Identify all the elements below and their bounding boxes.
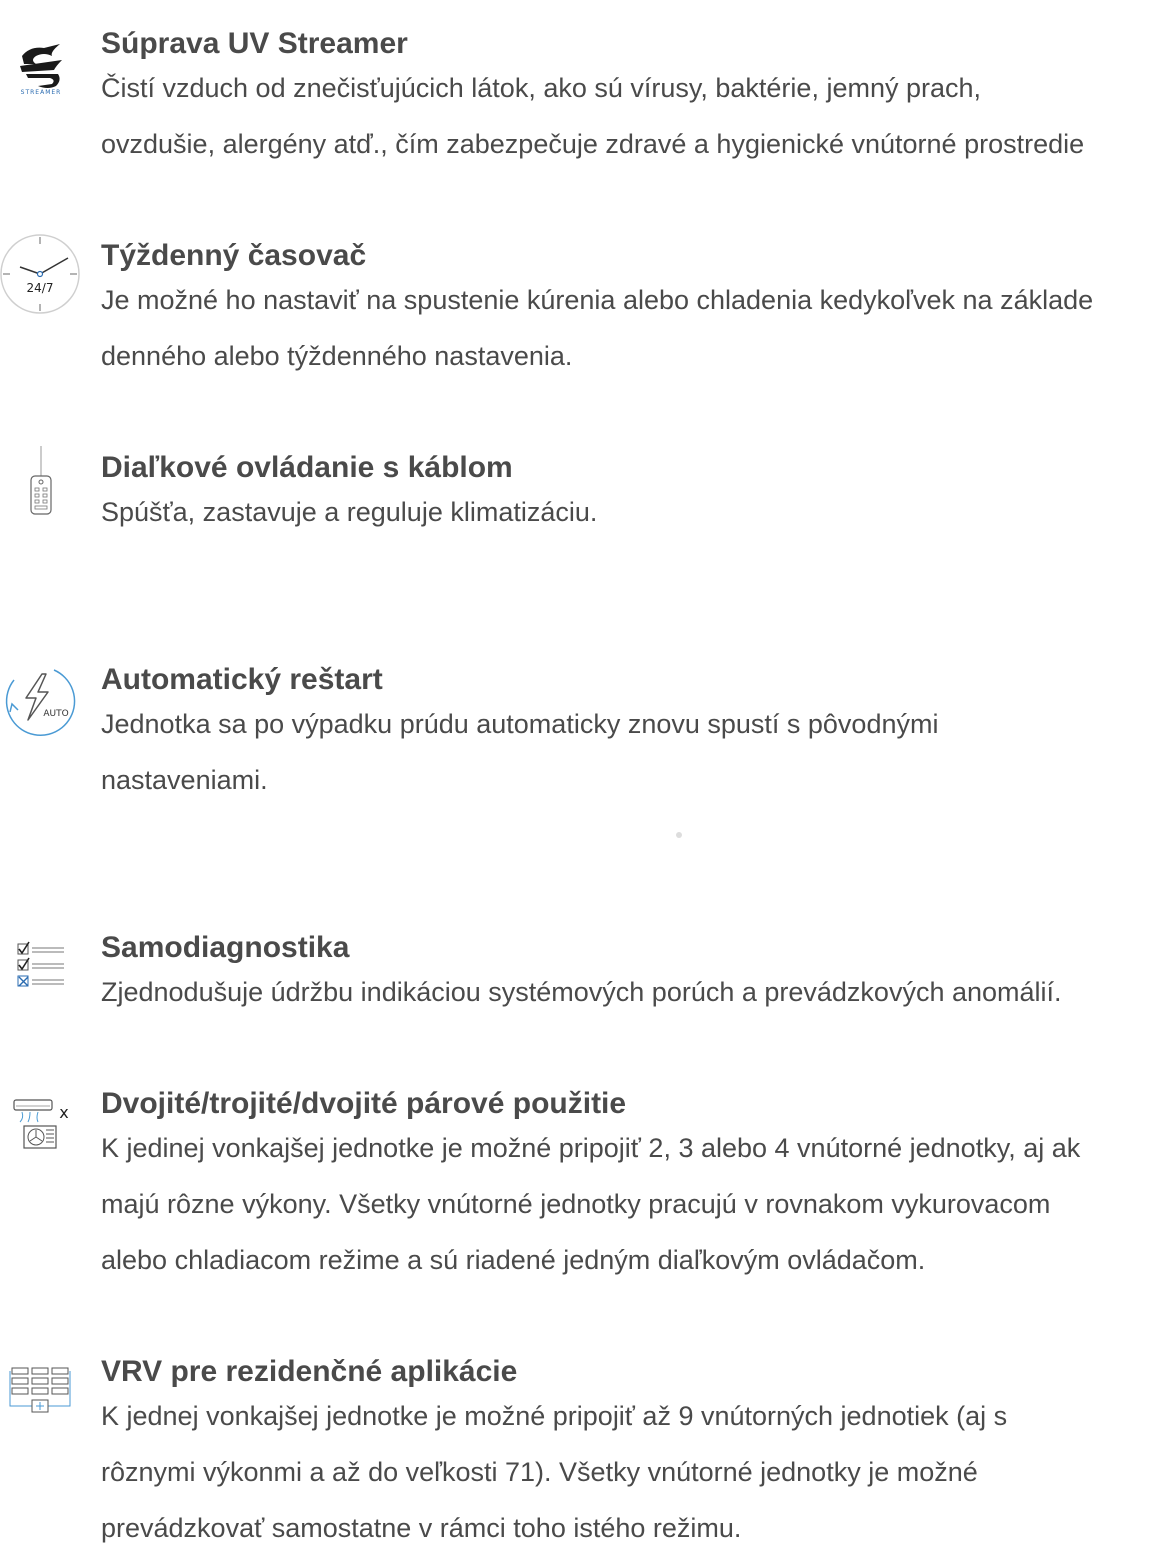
description-line: Zjednodušuje údržbu indikáciou systémových porúch a prevádzkových anomálií. (101, 977, 1062, 1007)
description-line: denného alebo týždenného nastavenia. (101, 341, 573, 371)
feature-description (101, 696, 1174, 808)
multi-unit-icon (0, 1092, 82, 1174)
description-line: majú rôzne výkony. Všetky vnútorné jednotky pracujú v rovnakom vykurovacom (101, 1189, 1051, 1219)
clock-icon (0, 234, 82, 316)
description-line: nastaveniami. (101, 765, 268, 795)
feature-title: Diaľkové ovládanie s káblom (101, 451, 513, 484)
description-line: K jedinej vonkajšej jednotke je možné pripojiť 2, 3 alebo 4 vnútorné jednotky, aj ak (101, 1133, 1081, 1163)
description-line: prevádzkovať samostatne v rámci toho istého režimu. (101, 1513, 742, 1543)
feature-description (101, 964, 1174, 1020)
feature-description (101, 60, 1174, 172)
feature-description (101, 272, 1174, 384)
vrv-icon (0, 1360, 82, 1442)
streamer-icon-label: STREAMER (20, 89, 62, 96)
description-line: Čistí vzduch od znečisťujúcich látok, ako sú vírusy, baktérie, jemný prach, (101, 73, 982, 103)
decorative-dot (676, 832, 682, 838)
description-line: Je možné ho nastaviť na spustenie kúrenia alebo chladenia kedykoľvek na základe (101, 285, 1094, 315)
auto-restart-icon (0, 662, 82, 744)
wired-remote-icon (0, 446, 82, 528)
feature-description (101, 1120, 1174, 1288)
clock-icon-label: 24/7 (26, 281, 54, 295)
auto-icon-label: AUTO (43, 709, 69, 719)
description-line: alebo chladiacom režime a sú riadené jedným diaľkovým ovládačom. (101, 1245, 926, 1275)
feature-title: VRV pre rezidenčné aplikácie (101, 1355, 518, 1388)
description-line: ovzdušie, alergény atď., čím zabezpečuje zdravé a hygienické vnútorné prostredie (101, 129, 1085, 159)
feature-title: Samodiagnostika (101, 931, 350, 964)
description-line: K jednej vonkajšej jednotke je možné pripojiť až 9 vnútorných jednotiek (aj s (101, 1401, 1008, 1431)
streamer-icon (0, 34, 82, 116)
description-line: Jednotka sa po výpadku prúdu automaticky znovu spustí s pôvodnými (101, 709, 939, 739)
description-line: rôznymi výkonmi a až do veľkosti 71). Všetky vnútorné jednotky je možné (101, 1457, 978, 1487)
description-line: Spúšťa, zastavuje a reguluje klimatizáciu. (101, 497, 598, 527)
checklist-icon (0, 932, 82, 1014)
feature-description (101, 1388, 1174, 1556)
multiplier-label: x (59, 1103, 69, 1122)
feature-title: Automatický reštart (101, 663, 383, 696)
feature-title: Súprava UV Streamer (101, 27, 408, 60)
feature-title: Dvojité/trojité/dvojité párové použitie (101, 1087, 627, 1120)
feature-description (101, 484, 1174, 540)
feature-title: Týždenný časovač (101, 239, 367, 272)
